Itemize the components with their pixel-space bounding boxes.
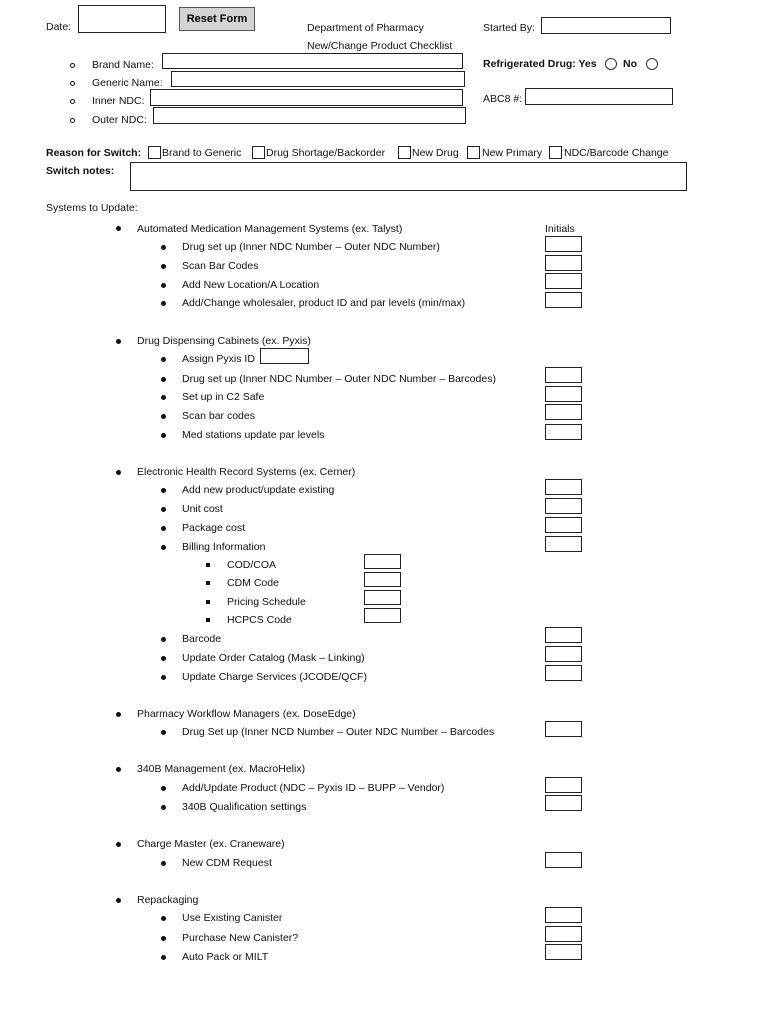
- bullet: [116, 226, 121, 231]
- task-label: Drug Set up (Inner NCD Number – Outer NDC Number – Barcodes: [182, 726, 495, 738]
- initials-field[interactable]: [545, 273, 582, 289]
- initials-field[interactable]: [545, 944, 582, 960]
- refrigerated-label: Refrigerated Drug: Yes: [483, 58, 597, 70]
- initials-field[interactable]: [545, 926, 582, 942]
- reason-label: Reason for Switch:: [46, 147, 142, 159]
- task-label: Purchase New Canister?: [182, 932, 299, 944]
- section-title: Electronic Health Record Systems (ex. Cerner): [137, 466, 356, 478]
- task-label: Med stations update par levels: [182, 429, 325, 441]
- switch-notes-label: Switch notes:: [46, 165, 115, 177]
- bullet: [161, 955, 166, 960]
- list-circle: [70, 118, 75, 123]
- list-circle: [70, 81, 75, 86]
- bullet: [161, 301, 166, 306]
- task-label: Assign Pyxis ID: [182, 353, 255, 365]
- bullet: [116, 767, 121, 772]
- generic-name-label: Generic Name:: [92, 77, 163, 89]
- section-title: Pharmacy Workflow Managers (ex. DoseEdge): [137, 708, 356, 720]
- initials-field[interactable]: [545, 517, 582, 533]
- section-title: 340B Management (ex. MacroHelix): [137, 763, 306, 775]
- task-label: Add new product/update existing: [182, 484, 335, 496]
- billing-item-label: COD/COA: [227, 559, 277, 571]
- reason-drug-shortage-checkbox[interactable]: [252, 146, 265, 159]
- initials-field[interactable]: [545, 498, 582, 514]
- initials-field[interactable]: [545, 852, 582, 868]
- task-label: 340B Qualification settings: [182, 801, 307, 813]
- bullet: [161, 507, 166, 512]
- inner-ndc-field[interactable]: [150, 89, 463, 106]
- initials-field[interactable]: [545, 292, 582, 308]
- brand-name-field[interactable]: [162, 53, 463, 69]
- task-label: Update Order Catalog (Mask – Linking): [182, 652, 365, 664]
- reason-option-label: New Primary: [482, 147, 543, 159]
- reason-option-label: Drug Shortage/Backorder: [266, 147, 386, 159]
- task-label: New CDM Request: [182, 857, 272, 869]
- reason-brand-to-generic-checkbox[interactable]: [148, 146, 161, 159]
- section-title: Drug Dispensing Cabinets (ex. Pyxis): [137, 335, 311, 347]
- task-label: Add/Change wholesaler, product ID and par levels (min/max): [182, 297, 466, 309]
- task-label: Add New Location/A Location: [182, 279, 320, 291]
- list-circle: [70, 63, 75, 68]
- bullet: [161, 526, 166, 531]
- task-label: Package cost: [182, 522, 246, 534]
- initials-field[interactable]: [545, 627, 582, 643]
- bullet: [116, 898, 121, 903]
- bullet: [161, 786, 166, 791]
- refrigerated-no-label: No: [623, 58, 637, 70]
- billing-item-label: HCPCS Code: [227, 614, 292, 626]
- list-circle: [70, 99, 75, 104]
- bullet: [161, 414, 166, 419]
- initials-field[interactable]: [545, 236, 582, 252]
- refrigerated-no-radio[interactable]: [646, 58, 658, 70]
- initials-field[interactable]: [545, 255, 582, 271]
- square-bullet: [206, 618, 210, 622]
- date-label: Date:: [46, 21, 72, 33]
- reason-option-label: New Drug: [412, 147, 459, 159]
- initials-field[interactable]: [545, 907, 582, 923]
- initials-field[interactable]: [545, 795, 582, 811]
- bullet: [161, 245, 166, 250]
- reason-option-label: NDC/Barcode Change: [564, 147, 669, 159]
- initials-field[interactable]: [545, 404, 582, 420]
- bullet: [116, 470, 121, 475]
- billing-field[interactable]: [364, 590, 401, 605]
- initials-field[interactable]: [545, 386, 582, 402]
- switch-notes-field[interactable]: [130, 162, 687, 191]
- outer-ndc-label: Outer NDC:: [92, 114, 147, 126]
- bullet: [161, 488, 166, 493]
- bullet: [116, 339, 121, 344]
- initials-field[interactable]: [545, 367, 582, 383]
- department-title: Department of Pharmacy: [307, 22, 424, 34]
- billing-field[interactable]: [364, 608, 401, 623]
- bullet: [161, 357, 166, 362]
- pyxis-id-field[interactable]: [260, 348, 309, 364]
- bullet: [161, 395, 166, 400]
- billing-item-label: Pricing Schedule: [227, 596, 306, 608]
- bullet: [161, 936, 166, 941]
- section-title: Repackaging: [137, 894, 199, 906]
- task-label: Barcode: [182, 633, 222, 645]
- bullet: [161, 637, 166, 642]
- square-bullet: [206, 563, 210, 567]
- bullet: [161, 377, 166, 382]
- bullet: [161, 805, 166, 810]
- bullet: [161, 433, 166, 438]
- task-label: Update Charge Services (JCODE/QCF): [182, 671, 367, 683]
- initials-field[interactable]: [545, 665, 582, 681]
- task-label: Drug set up (Inner NDC Number – Outer NDC Number – Barcodes): [182, 373, 496, 385]
- started-by-label: Started By:: [483, 22, 535, 34]
- inner-ndc-label: Inner NDC:: [92, 95, 145, 107]
- refrigerated-yes-radio[interactable]: [605, 58, 617, 70]
- reason-option-label: Brand to Generic: [162, 147, 242, 159]
- brand-name-label: Brand Name:: [92, 59, 154, 71]
- started-by-field[interactable]: [541, 17, 671, 34]
- initials-field[interactable]: [545, 479, 582, 495]
- reason-new-drug-checkbox[interactable]: [398, 146, 411, 159]
- reason-ndc-barcode-checkbox[interactable]: [549, 146, 562, 159]
- initials-field[interactable]: [545, 721, 582, 737]
- bullet: [161, 545, 166, 550]
- generic-name-field[interactable]: [171, 71, 465, 87]
- billing-field[interactable]: [364, 554, 401, 569]
- reason-new-primary-checkbox[interactable]: [467, 146, 480, 159]
- square-bullet: [206, 600, 210, 604]
- section-title: Automated Medication Management Systems (ex. Talyst): [137, 223, 403, 235]
- bullet: [161, 283, 166, 288]
- initials-field[interactable]: [545, 536, 582, 552]
- outer-ndc-field[interactable]: [153, 107, 466, 124]
- abc8-field[interactable]: [525, 88, 673, 105]
- initials-field[interactable]: [545, 424, 582, 440]
- task-label: Drug set up (Inner NDC Number – Outer NDC Number): [182, 241, 440, 253]
- billing-item-label: CDM Code: [227, 577, 279, 589]
- bullet: [161, 916, 166, 921]
- task-label: Unit cost: [182, 503, 223, 515]
- initials-field[interactable]: [545, 777, 582, 793]
- bullet: [161, 675, 166, 680]
- task-label: Add/Update Product (NDC – Pyxis ID – BUPP – Vendor): [182, 782, 445, 794]
- bullet: [161, 264, 166, 269]
- task-label: Use Existing Canister: [182, 912, 283, 924]
- task-label: Auto Pack or MILT: [182, 951, 269, 963]
- bullet: [116, 842, 121, 847]
- reset-form-button[interactable]: Reset Form: [179, 7, 255, 31]
- checklist-title: New/Change Product Checklist: [307, 40, 453, 52]
- square-bullet: [206, 581, 210, 585]
- task-label: Set up in C2 Safe: [182, 391, 265, 403]
- bullet: [161, 730, 166, 735]
- section-title: Charge Master (ex. Craneware): [137, 838, 285, 850]
- task-label: Scan bar codes: [182, 410, 255, 422]
- initials-label: Initials: [545, 223, 575, 235]
- bullet: [161, 861, 166, 866]
- task-label: Scan Bar Codes: [182, 260, 259, 272]
- bullet: [161, 656, 166, 661]
- abc8-label: ABC8 #:: [483, 93, 523, 105]
- task-label: Billing Information: [182, 541, 266, 553]
- date-field[interactable]: [78, 5, 166, 33]
- bullet: [116, 712, 121, 717]
- billing-field[interactable]: [364, 572, 401, 587]
- initials-field[interactable]: [545, 646, 582, 662]
- systems-label: Systems to Update:: [46, 202, 138, 214]
